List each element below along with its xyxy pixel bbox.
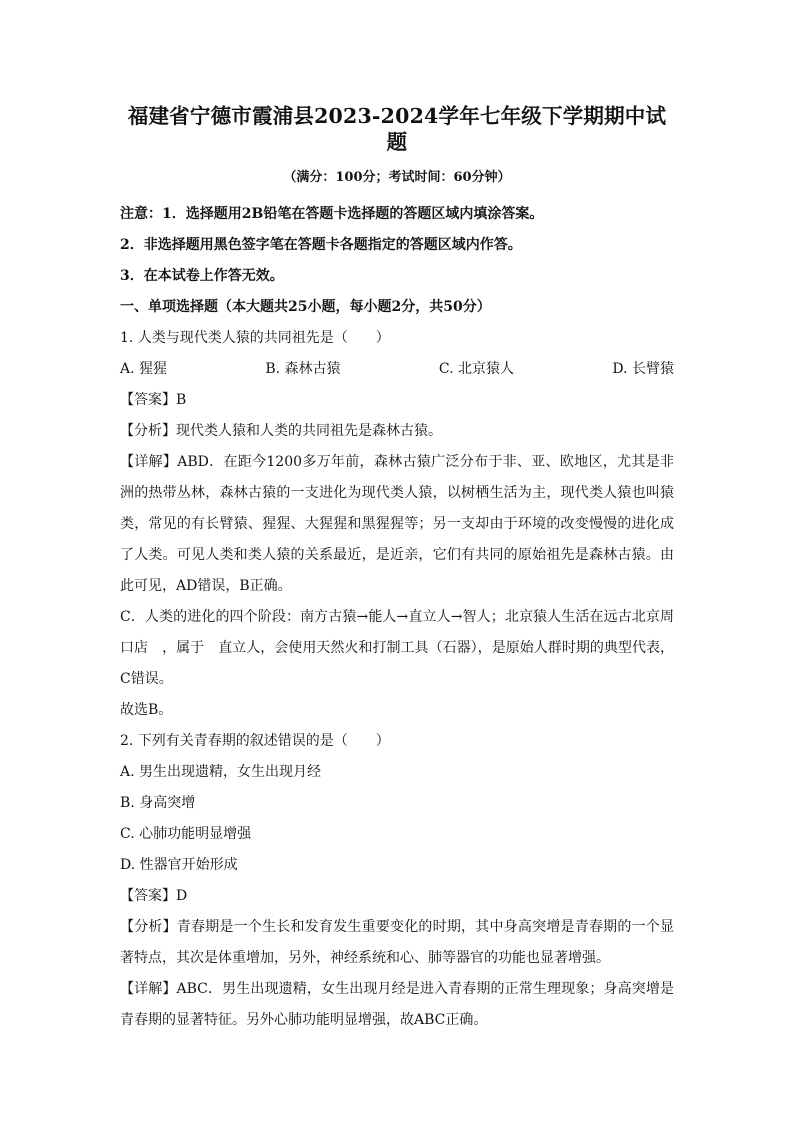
note-1: 注意：1．选择题用2B铅笔在答题卡选择题的答题区域内填涂答案。 bbox=[120, 206, 544, 222]
option-a: A. 猩猩 bbox=[120, 361, 168, 377]
option-c: C. 心肺功能明显增强 bbox=[120, 826, 252, 842]
detail-paragraph: C．人类的进化的四个阶段：南方古猿→能人→直立人→智人；北京猿人生活在远古北京周口店 ，属于 直立人，会使用天然火和打制工具（石器），是原始人群时期的典型代表，C错误。 bbox=[120, 609, 674, 687]
option-c: C. 北京猿人 bbox=[438, 361, 514, 377]
answer-line: 【答案】D bbox=[120, 888, 188, 904]
detail-paragraph: 【详解】ABC．男生出现遗精，女生出现月经是进入青春期的正常生理现象；身高突增是青春期的显著特征。另外心肺功能明显增强，故ABC正确。 bbox=[120, 981, 674, 1028]
analysis-paragraph: 【分析】现代类人猿和人类的共同祖先是森林古猿。 bbox=[120, 423, 442, 439]
question-1 bbox=[120, 323, 674, 726]
note-3: 3．在本试卷上作答无效。 bbox=[120, 268, 284, 284]
question-2 bbox=[120, 726, 674, 1036]
detail-paragraph: 【详解】ABD．在距今1200多万年前，森林古猿广泛分布于非、亚、欧地区，尤其是非洲的热带丛林，森林古猿的一支进化为现代类人猿，以树栖生活为主，现代类人猿也叫猿类，常见的有长臂猿、猩猩、大猩猩和黑猩猩等；另一支却由于环境的改变慢慢的进化成了人类。可见人类和类人猿的关系最近，是近亲，它们有共同的原始祖先是森林古猿。由此可见，AD错误，B正确。 bbox=[120, 454, 674, 594]
question-stem: 2. 下列有关青春期的叙述错误的是（ ） bbox=[120, 733, 390, 749]
option-a: A. 男生出现遗精，女生出现月经 bbox=[120, 764, 322, 780]
option-d: D. 性器官开始形成 bbox=[120, 857, 238, 873]
option-row bbox=[120, 354, 674, 385]
question-stem: 1. 人类与现代类人猿的共同祖先是（ ） bbox=[120, 330, 390, 346]
notes-section bbox=[120, 199, 674, 323]
exam-subtitle: （满分：100分；考试时间：60分钟） bbox=[283, 170, 511, 185]
option-b: B. 森林古猿 bbox=[265, 361, 341, 377]
answer-line: 【答案】B bbox=[120, 392, 187, 408]
option-d: D. 长臂猿 bbox=[612, 361, 674, 377]
note-2: 2．非选择题用黑色签字笔在答题卡各题指定的答题区域内作答。 bbox=[120, 237, 522, 253]
conclusion-line: 故选B。 bbox=[120, 702, 173, 718]
section-heading: 一、单项选择题（本大题共25小题，每小题2分，共50分） bbox=[120, 299, 491, 315]
option-b: B. 身高突增 bbox=[120, 795, 196, 811]
analysis-paragraph: 【分析】青春期是一个生长和发育发生重要变化的时期，其中身高突增是青春期的一个显著特点，其次是体重增加，另外，神经系统和心、肺等器官的功能也显著增强。 bbox=[120, 919, 674, 966]
page-title: 福建省宁德市霞浦县2023-2024学年七年级下学期期中试题 bbox=[127, 104, 667, 154]
